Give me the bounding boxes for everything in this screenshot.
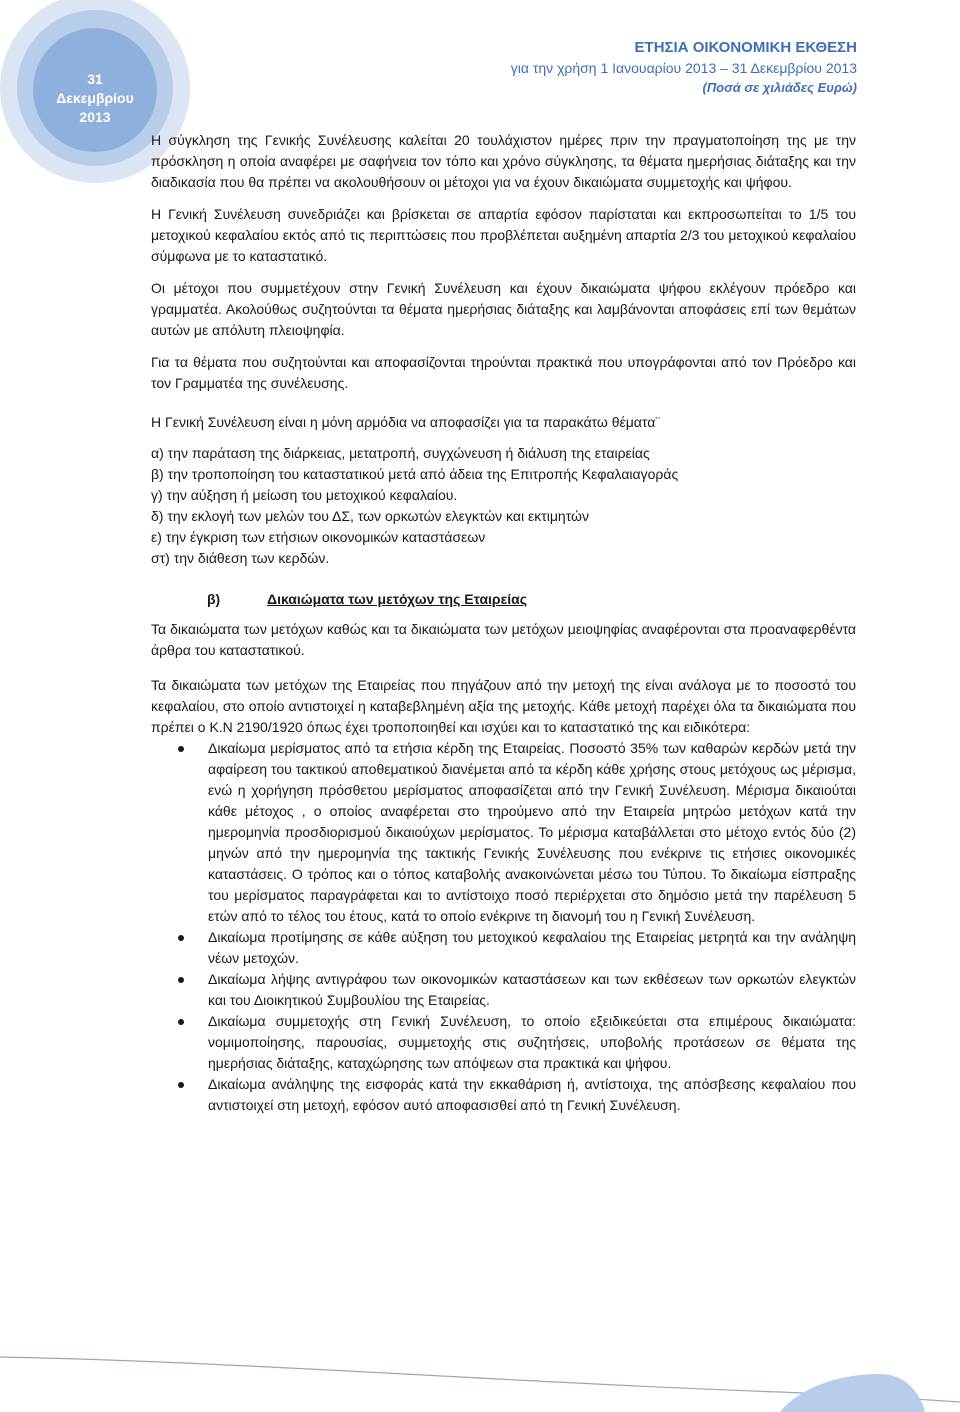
paragraph-chair-election: Οι μέτοχοι που συμμετέχουν στην Γενική Συνέλευση και έχουν δικαιώματα ψήφου εκλέγουν πρόεδρο και γραμματέα. Ακολούθως συζητούνται τα θέματα ημερήσιας διάταξης και λαμβάνονται αποφάσεις επί των θεμάτων αυτών με απόλυτη πλειοψηφία. (151, 280, 856, 338)
footer-wave-graphic (0, 1352, 960, 1412)
rights-list (151, 738, 856, 1116)
section-number: β) (207, 591, 221, 607)
corner-date (40, 70, 150, 127)
list-item-text: Δικαίωμα ανάληψης της εισφοράς κατά την εκκαθάριση ή, αντίστοιχα, της απόσβεσης κεφαλαίου που αντιστοιχεί στη μετοχή, εφόσον αυτό αποφασισθεί από τη Γενική Συνέλευση. (208, 1076, 856, 1113)
section-title: Δικαιώματα των μετόχων της Εταιρείας (267, 591, 528, 607)
paragraph-minutes: Για τα θέματα που συζητούνται και αποφασίζονται τηρούνται πρακτικά που υπογράφονται από τον Πρόεδρο και τον Γραμματέα της συνέλευσης. (151, 354, 856, 391)
list-item: ε) την έγκριση των ετήσιων οικονομικών καταστάσεων (151, 529, 486, 545)
bullet-icon (178, 935, 184, 941)
currency-note: (Ποσά σε χιλιάδες Ευρώ) (702, 80, 857, 95)
list-item: δ) την εκλογή των μελών του ΔΣ, των ορκωτών ελεγκτών και εκτιμητών (151, 508, 589, 524)
list-item: β) την τροποποίηση του καταστατικού μετά από άδεια της Επιτροπής Κεφαλαιαγοράς (151, 466, 679, 482)
report-period: για την χρήση 1 Ιανουαρίου 2013 – 31 Δεκεμβρίου 2013 (510, 60, 857, 76)
paragraph-competence: Η Γενική Συνέλευση είναι η μόνη αρμόδια να αποφασίζει για τα παρακάτω θέματα¨ (151, 414, 660, 430)
section-heading (151, 589, 856, 610)
report-title: ΕΤΗΣΙΑ ΟΙΚΟΝΟΜΙΚΗ ΕΚΘΕΣΗ (634, 39, 857, 56)
corner-date-month: Δεκεμβρίου (56, 90, 134, 106)
list-item (151, 1011, 856, 1074)
bullet-icon (178, 746, 184, 752)
list-item: α) την παράταση της διάρκειας, μετατροπή, συγχώνευση ή διάλυση της εταιρείας (151, 445, 650, 461)
paragraph-rights-intro: Τα δικαιώματα των μετόχων καθώς και τα δικαιώματα των μετόχων μειοψηφίας αναφέρονται στα προαναφερθέντα άρθρα του καταστατικού. (151, 621, 856, 658)
bullet-icon (178, 1019, 184, 1025)
bullet-icon (178, 977, 184, 983)
list-item-text: Δικαίωμα μερίσματος από τα ετήσια κέρδη της Εταιρείας. Ποσοστό 35% των καθαρών κερδών μετά την αφαίρεση του τακτικού αποθεματικού διανέμεται από τα κέρδη κάθε χρήσης στους μετόχους ως μέρισμα, ενώ η χορήγηση πρόσθετου μερίσματος αποφασίζεται από την Γενική Συνέλευση. Μέρισμα δικαιούται κάθε μέτοχος , ο οποίος αναφέρεται στο τηρούμενο από την Εταιρεία μητρώο μετόχων κατά την ημερομηνία προσδιορισμού δικαιούχων μερίσματος. Το μέρισμα καταβάλλεται στο μέτοχο εντός δύο (2) μηνών από την ημερομηνία της τακτικής Γενικής Συνέλευσης που ενέκρινε τις ετήσιες οικονομικές καταστάσεις. Ο τρόπος και ο τόπος καταβολής ανακοινώνεται μέσω του Τύπου. Το δικαίωμα είσπραξης του μερίσματος παραγράφεται και το αντίστοιχο ποσό περιέρχεται στο δημόσιο μετά την παρέλευση 5 ετών από το τέλος του έτους, κατά το οποίο ενέκρινε τη διανομή του η Γενική Συνέλευση. (208, 740, 856, 924)
list-item: στ) την διάθεση των κερδών. (151, 550, 330, 566)
report-header (511, 38, 857, 98)
list-item (151, 927, 856, 969)
document-body (151, 130, 856, 1116)
bullet-icon (178, 1082, 184, 1088)
paragraph-quorum: Η Γενική Συνέλευση συνεδριάζει και βρίσκεται σε απαρτία εφόσον παρίσταται και εκπροσωπείται το 1/5 του μετοχικού κεφαλαίου εκτός από τις περιπτώσεις που προβλέπεται αυξημένη απαρτία 2/3 του μετοχικού κεφαλαίου σύμφωνα με το καταστατικό. (151, 206, 856, 264)
corner-date-year: 2013 (79, 109, 111, 125)
corner-date-day: 31 (87, 71, 103, 87)
paragraph-rights-detail: Τα δικαιώματα των μετόχων της Εταιρείας που πηγάζουν από την μετοχή της είναι ανάλογα με το ποσοστό του κεφαλαίου, στο οποίο αντιστοιχεί η καταβεβλημένη αξία της μετοχής. Κάθε μετοχή παρέχει όλα τα δικαιώματα που πρέπει ο Κ.Ν 2190/1920 όπως έχει τροποποιηθεί και ισχύει και το καταστατικό της και ειδικότερα: (151, 677, 856, 735)
competence-list (151, 443, 856, 569)
list-item-text: Δικαίωμα προτίμησης σε κάθε αύξηση του μετοχικού κεφαλαίου της Εταιρείας μετρητά και την ανάληψη νέων μετοχών. (208, 929, 856, 966)
list-item (151, 1074, 856, 1116)
list-item-text: Δικαίωμα συμμετοχής στη Γενική Συνέλευση, το οποίο εξειδικεύεται στα επιμέρους δικαιώματα: νομιμοποίησης, παρουσίας, συμμετοχής στις συζητήσεις, υποβολής προτάσεων σε θέματα της ημερήσιας διάταξης, καταχώρησης των απόψεων στα πρακτικά και ψήφου. (208, 1013, 856, 1071)
list-item: γ) την αύξηση ή μείωση του μετοχικού κεφαλαίου. (151, 487, 458, 503)
list-item-text: Δικαίωμα λήψης αντιγράφου των οικονομικών καταστάσεων και των εκθέσεων των ορκωτών ελεγκτών και του Διοικητικού Συμβουλίου της Εταιρείας. (208, 971, 856, 1008)
list-item (151, 738, 856, 927)
intro-section (151, 130, 856, 193)
paragraph-convocation: Η σύγκληση της Γενικής Συνέλευσης καλείται 20 τουλάχιστον ημέρες πριν την πραγματοποίηση της με την πρόσκληση η οποία αναφέρει με σαφήνεια τον τόπο και χρόνο σύγκλησης, τα θέματα ημερήσιας διάταξης και την διαδικασία που θα πρέπει να ακολουθήσουν οι μέτοχοι για να έχουν δικαιώματα συμμετοχής και ψήφου. (151, 132, 856, 190)
list-item (151, 969, 856, 1011)
